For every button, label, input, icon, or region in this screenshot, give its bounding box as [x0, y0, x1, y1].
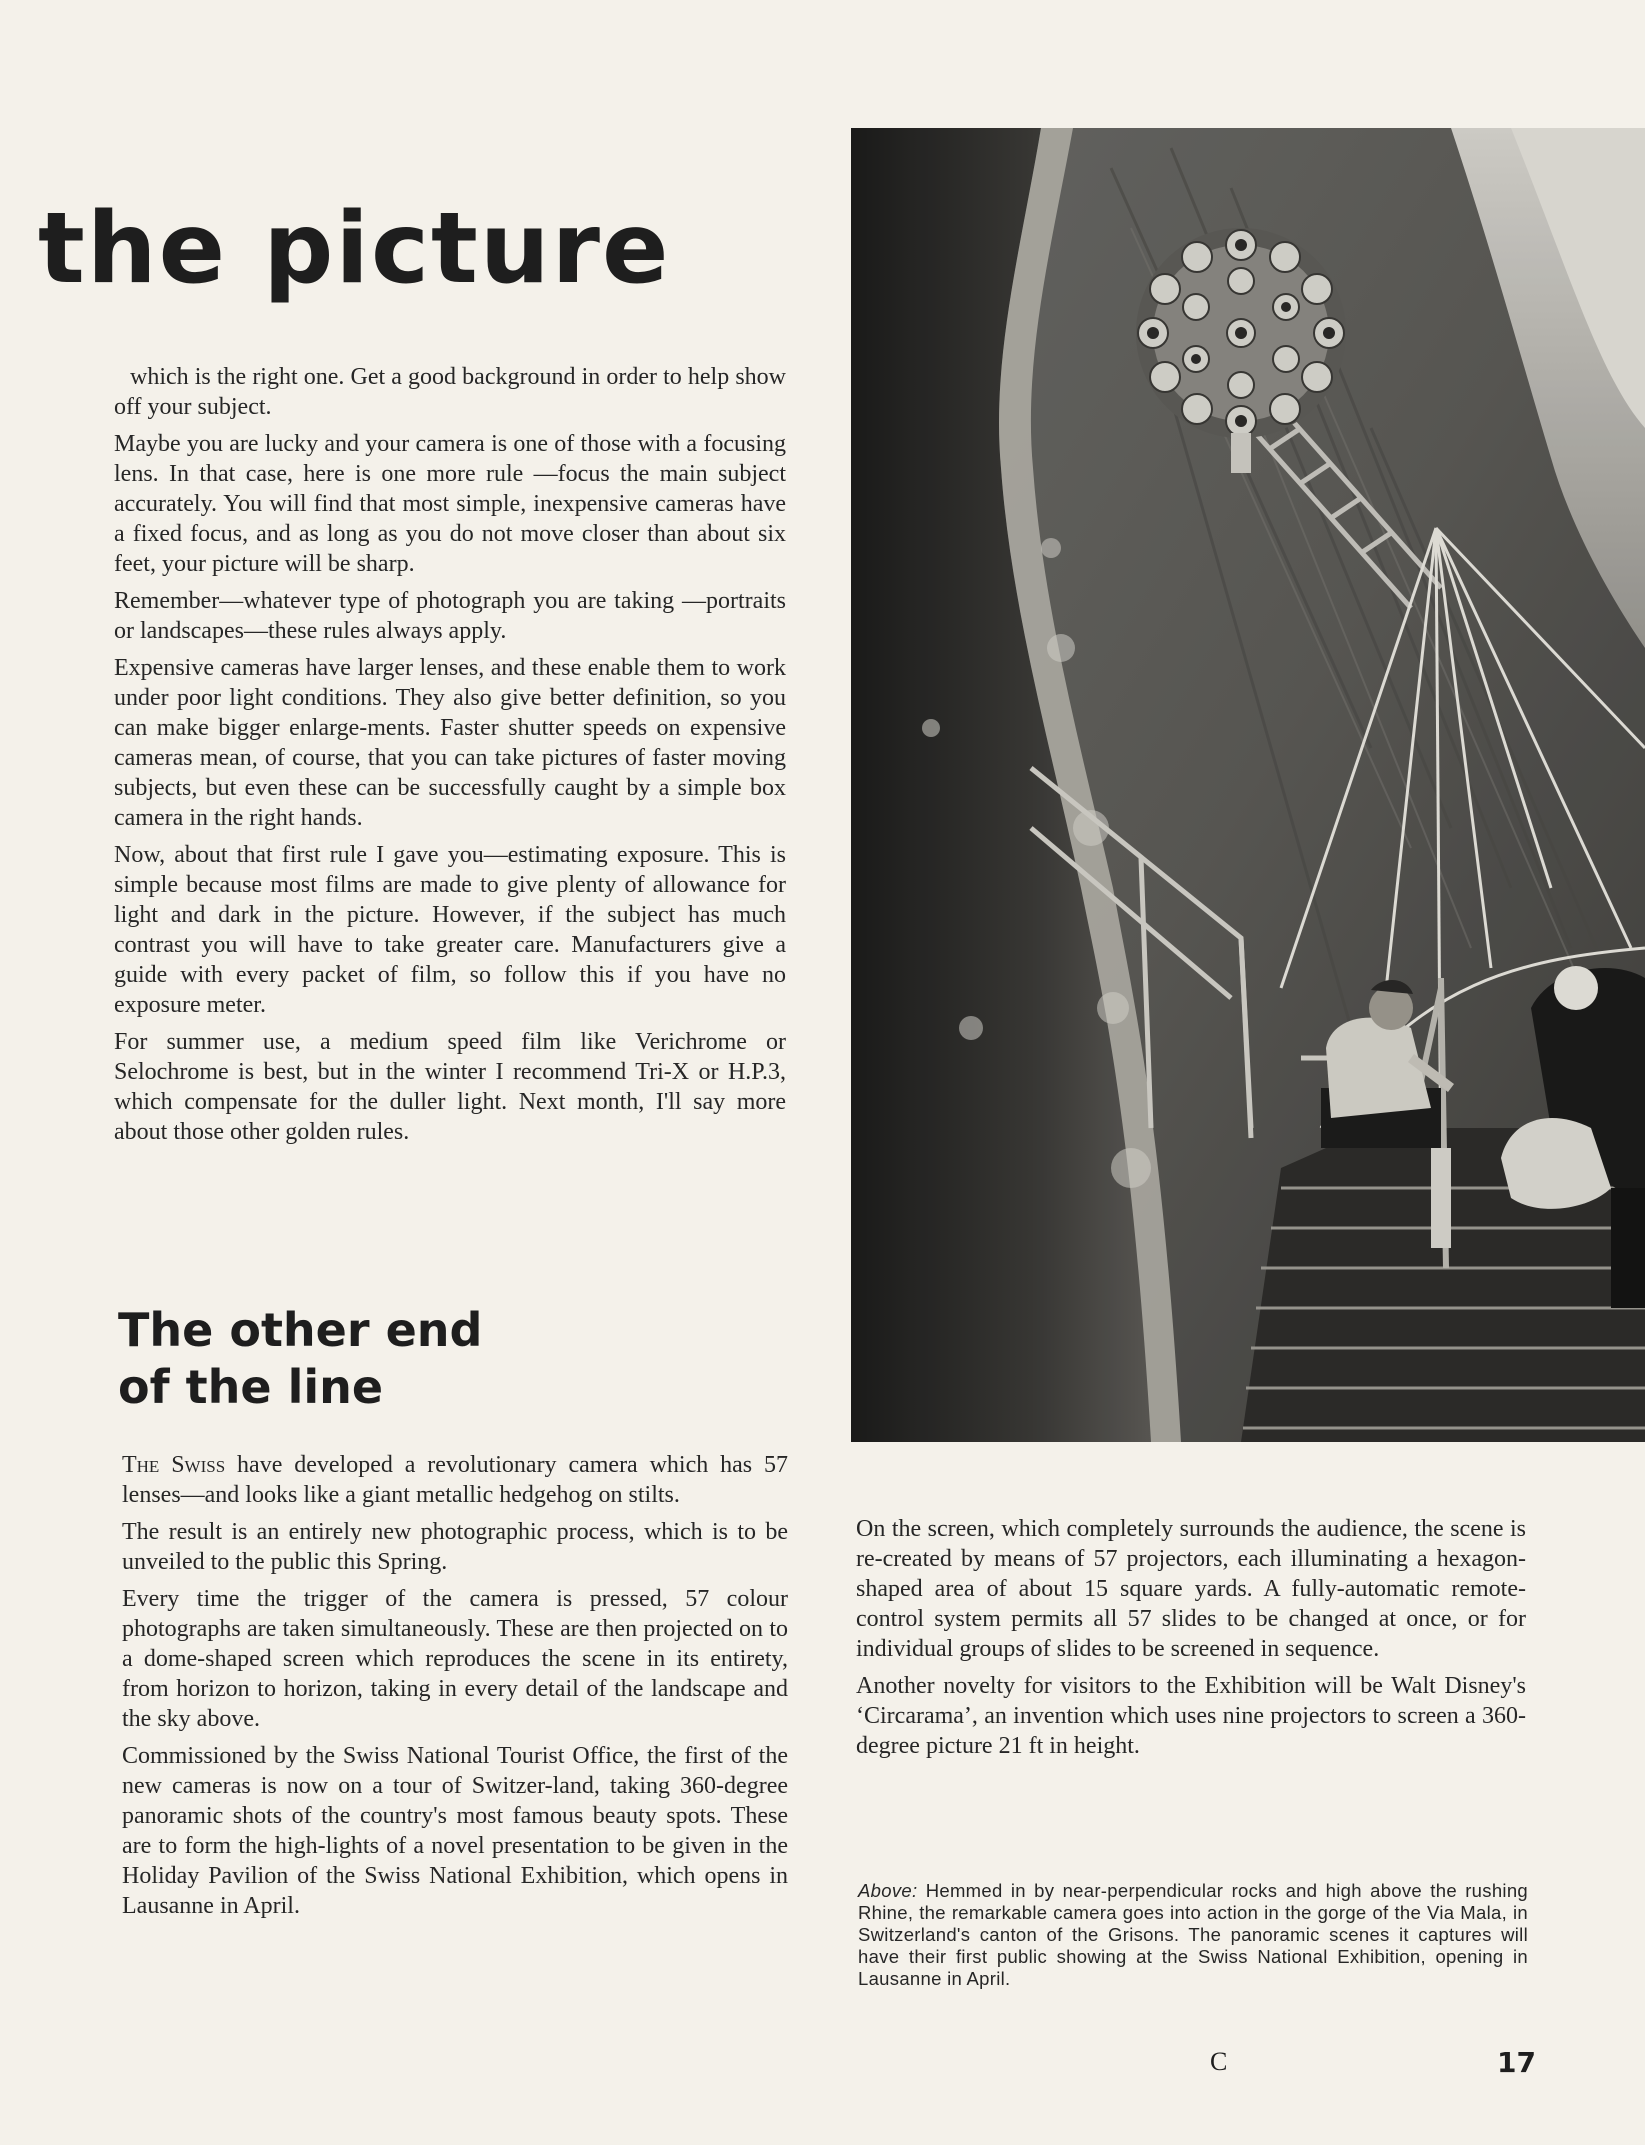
lead-rest: have developed a revolutionary camera which has 57 lenses—and looks like a giant metallic hedgehog on stilts.: [122, 1452, 788, 1508]
camera-photo: [851, 128, 1645, 1442]
signature-mark: C: [1210, 2047, 1228, 2076]
paragraph: Expensive cameras have larger lenses, and these enable them to work under poor light conditions. They also give better definition, so you can make bigger enlarge-ments. Faster shutter speeds on expensive cameras mean, of course, that you can take pictures of faster moving subjects, but even these can be successfully caught by a simple box camera in the right hands.: [114, 655, 786, 831]
page-headline: the picture: [38, 192, 671, 306]
caption-label: Above:: [858, 1880, 918, 1901]
paragraph: which is the right one. Get a good background in order to help show off your subject.: [114, 364, 786, 420]
paragraph: Every time the trigger of the camera is pressed, 57 colour photographs are taken simultaneously. These are then projected on to a dome-shaped screen which reproduces the scene in its entirety, from horizon to horizon, taking in every detail of the landscape and the sky above.: [122, 1586, 788, 1732]
photo-caption: [858, 1880, 1528, 1990]
article-title-line-1: The other end: [118, 1303, 483, 1357]
article-title-line-2: of the line: [118, 1360, 384, 1414]
paragraph: On the screen, which completely surrounds the audience, the scene is re-created by means of 57 projectors, each illuminating a hexagon-shaped area of about 15 square yards. A fully-automatic remote-control system permits all 57 slides to be changed at once, or for individual groups of slides to be screened in sequence.: [856, 1516, 1526, 1662]
paragraph: For summer use, a medium speed film like Verichrome or Selochrome is best, but in the winter I recommend Tri-X or H.P.3, which compensate for the duller light. Next month, I'll say more about those other golden rules.: [114, 1029, 786, 1145]
article-swiss-camera-left: [122, 1450, 788, 1928]
caption-text: Hemmed in by near-perpendicular rocks and high above the rushing Rhine, the remarkable camera goes into action in the gorge of the Via Mala, in Switzerland's canton of the Grisons. The panoramic scenes it captures will have their first public showing at the Swiss National Exhibition, opening in Lausanne in April.: [858, 1880, 1528, 1989]
paragraph: Commissioned by the Swiss National Tourist Office, the first of the new cameras is now on a tour of Switzer-land, taking 360-degree panoramic shots of the country's most famous beauty spots. These are to form the high-lights of a novel presentation to be given in the Holiday Pavilion of the Swiss National Exhibition, which opens in Lausanne in April.: [122, 1743, 788, 1919]
paragraph: The result is an entirely new photographic process, which is to be unveiled to the public this Spring.: [122, 1519, 788, 1575]
article-swiss-camera-right: [856, 1514, 1526, 1768]
lead-paragraph: [122, 1450, 788, 1510]
paragraph: Maybe you are lucky and your camera is one of those with a focusing lens. In that case, here is one more rule —focus the main subject accurately. You will find that most simple, inexpensive cameras have a fixed focus, and as long as you do not move closer than about six feet, your picture will be sharp.: [114, 431, 786, 577]
article-title: [118, 1302, 482, 1416]
paragraph: Now, about that first rule I gave you—estimating exposure. This is simple because most films are made to give plenty of allowance for light and dark in the picture. However, if the subject has much contrast you will have to take greater care. Manufacturers give a guide with every packet of film, so follow this if you have no exposure meter.: [114, 842, 786, 1018]
gorge-camera-illustration: [851, 128, 1645, 1442]
lead-smallcaps: The Swiss: [122, 1452, 226, 1478]
article-photography-tips: [114, 362, 786, 1154]
page-number: 17: [1497, 2046, 1536, 2079]
paragraph: Another novelty for visitors to the Exhibition will be Walt Disney's ‘Circarama’, an invention which uses nine projectors to screen a 360-degree picture 21 ft in height.: [856, 1673, 1526, 1759]
paragraph: Remember—whatever type of photograph you are taking —portraits or landscapes—these rules always apply.: [114, 588, 786, 644]
